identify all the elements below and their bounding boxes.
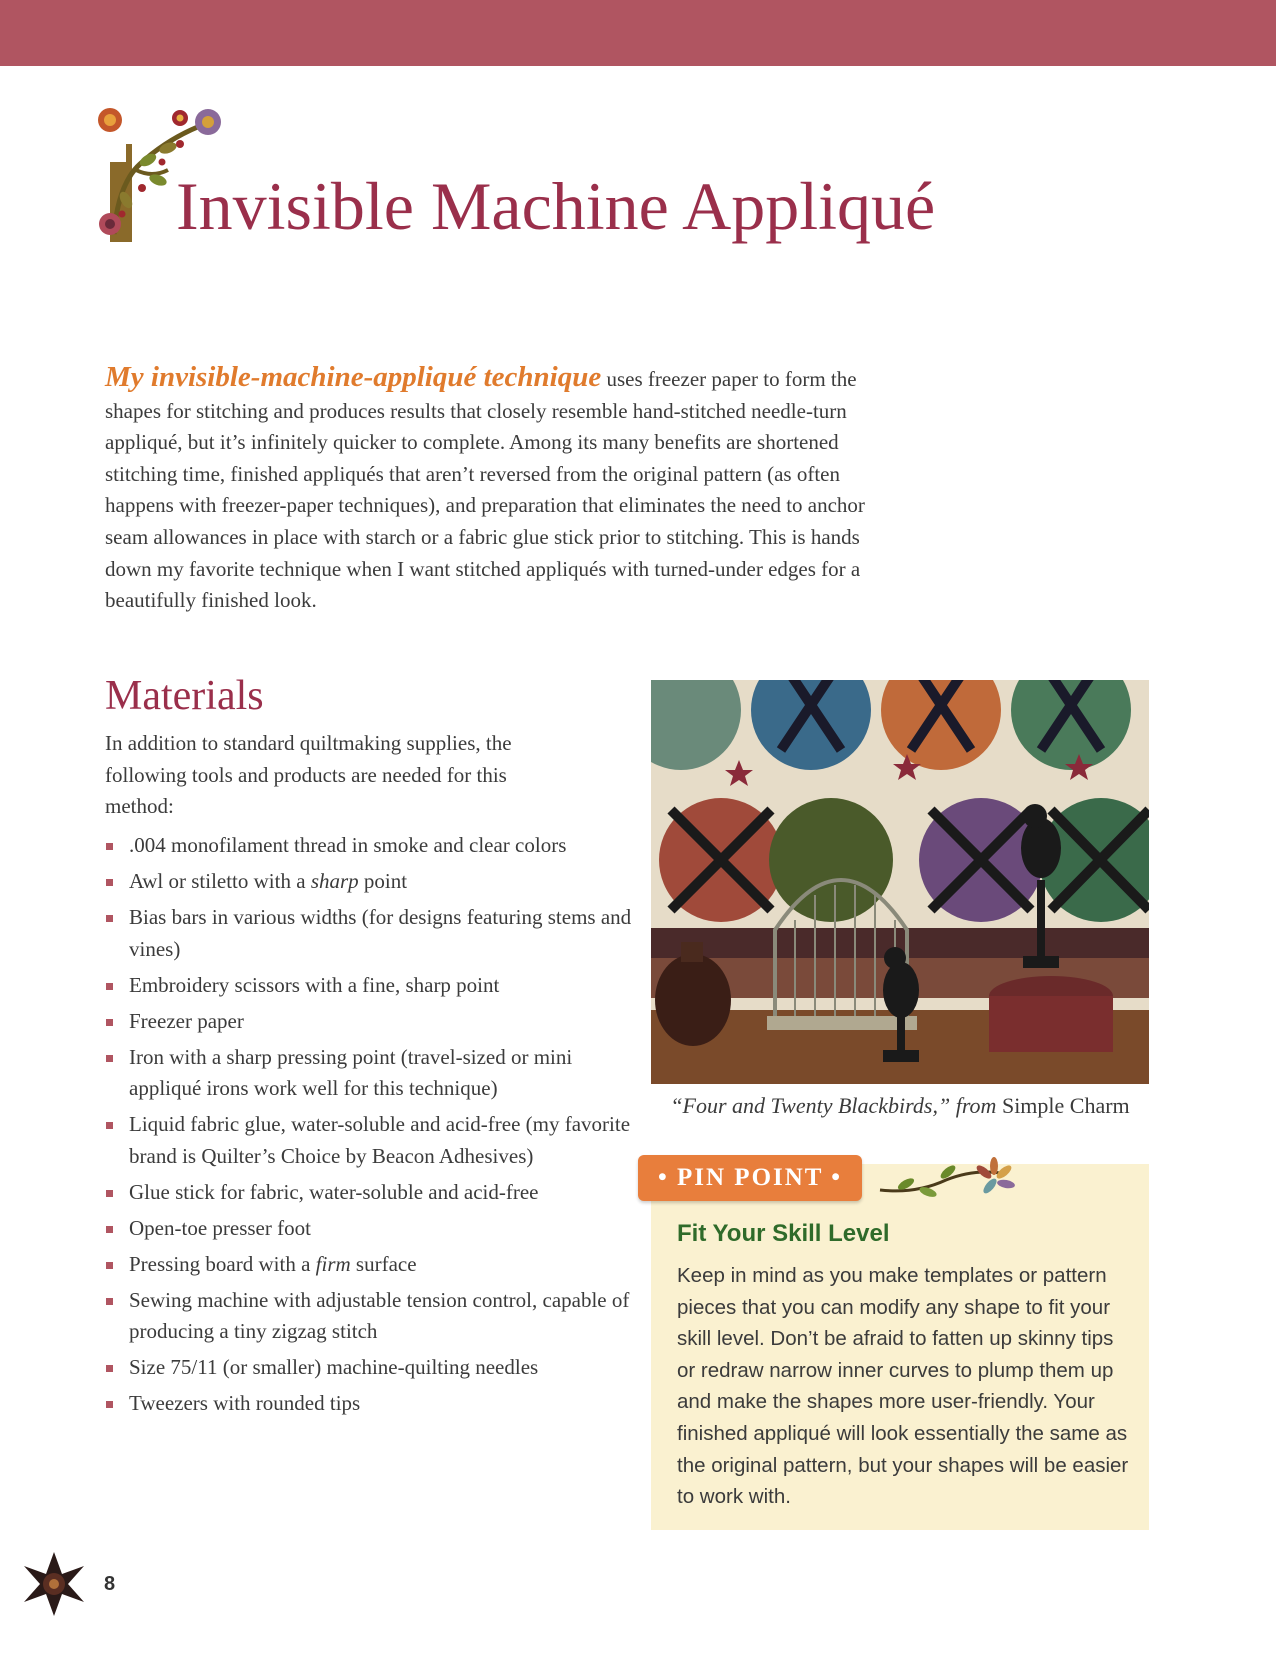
page-number: 8 bbox=[104, 1573, 116, 1595]
caption-quote: “Four and Twenty Blackbirds,” from bbox=[670, 1093, 997, 1118]
page-title: Invisible Machine Appliqué bbox=[176, 168, 936, 244]
list-item: Iron with a sharp pressing point (travel-sized or mini appliqué irons work well for this technique) bbox=[105, 1042, 645, 1105]
list-item: Open-toe presser foot bbox=[105, 1213, 645, 1245]
list-item: Freezer paper bbox=[105, 1006, 645, 1038]
list-item: Size 75/11 (or smaller) machine-quilting needles bbox=[105, 1352, 645, 1384]
list-item: Sewing machine with adjustable tension control, capable of producing a tiny zigzag stitch bbox=[105, 1285, 645, 1348]
list-item: Glue stick for fabric, water-soluble and acid-free bbox=[105, 1177, 645, 1209]
intro-paragraph bbox=[105, 362, 885, 617]
list-item: Liquid fabric glue, water-soluble and acid-free (my favorite brand is Quilter’s Choice by Beacon Adhesives) bbox=[105, 1109, 645, 1172]
pin-point-body: Keep in mind as you make templates or pattern pieces that you can modify any shape to fit your skill level. Don’t be afraid to fatten up skinny tips or redraw narrow inner curves to plump them up and make the shapes more user-friendly. Your finished appliqué will look essentially the same as the original pattern, but your shapes will be easier to work with. bbox=[677, 1264, 1129, 1509]
pin-point-title: Fit Your Skill Level bbox=[677, 1220, 890, 1247]
intro-text: uses freezer paper to form the shapes for stitching and produces results that closely resemble hand-stitched needle-turn appliqué, but it’s infinitely quicker to complete. Among its many benefits are shortened stitching time, finished appliqués that aren’t reversed from the original pattern (as often happens with freezer-paper techniques), and preparation that eliminates the need to anchor seam allowances in place with starch or a fabric glue stick prior to stitching. This is hands down my favorite technique when I want stitched appliqués with turned-under edges for a beautifully finished look. bbox=[105, 367, 865, 613]
eight-point-star-icon bbox=[22, 1552, 86, 1616]
list-item: Embroidery scissors with a fine, sharp point bbox=[105, 970, 645, 1002]
header-bar bbox=[0, 0, 1276, 66]
materials-intro: In addition to standard quiltmaking supplies, the following tools and products are needed for this method: bbox=[105, 731, 512, 819]
list-item: Pressing board with a firm surface bbox=[105, 1249, 645, 1281]
list-item: Tweezers with rounded tips bbox=[105, 1388, 645, 1420]
list-item: Awl or stiletto with a sharp point bbox=[105, 866, 645, 898]
leaf-branch-ornament-icon bbox=[876, 1156, 1024, 1204]
list-item: Bias bars in various widths (for designs featuring stems and vines) bbox=[105, 902, 645, 965]
materials-list bbox=[105, 830, 645, 1424]
quilt-photo bbox=[651, 680, 1149, 1084]
list-item: .004 monofilament thread in smoke and clear colors bbox=[105, 830, 645, 862]
pin-point-tab: • PIN POINT • bbox=[638, 1155, 862, 1201]
photo-caption bbox=[651, 1090, 1149, 1122]
caption-book-title: Simple Charm bbox=[1001, 1093, 1130, 1118]
materials-heading: Materials bbox=[105, 673, 264, 719]
intro-lead: My invisible-machine-appliqué technique bbox=[105, 361, 602, 393]
